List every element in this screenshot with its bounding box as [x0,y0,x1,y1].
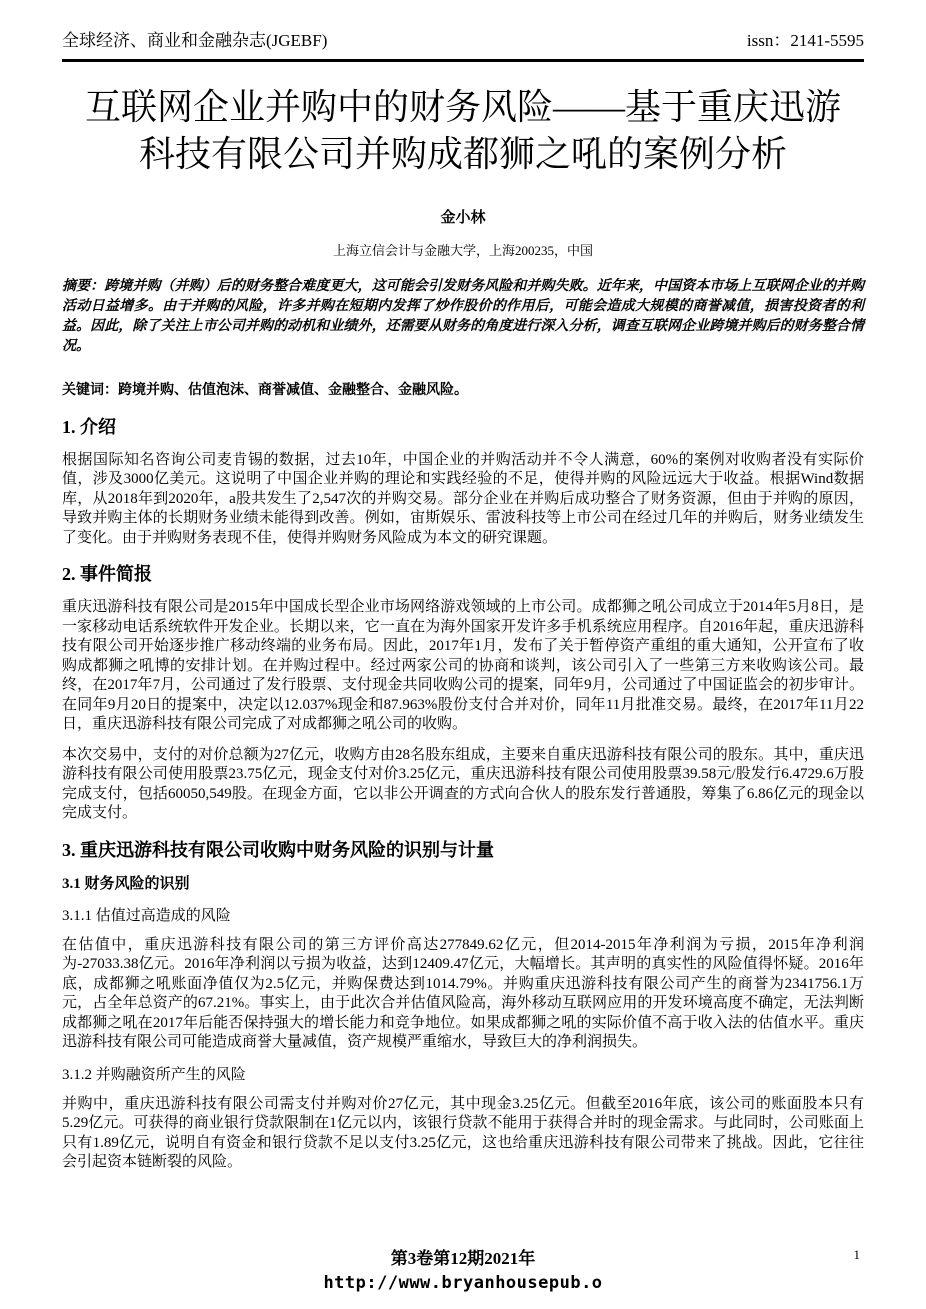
abstract-label: 摘要： [62,278,105,294]
section-3-1-1-heading: 3.1.1 估值过高造成的风险 [62,907,231,924]
abstract-paragraph [62,277,864,357]
section-3-1-heading: 3.1 财务风险的识别 [62,875,190,892]
abstract-text: 跨境并购（并购）后的财务整合难度更大，这可能会引发财务风险和并购失败。近年来，中国资本市场上互联网企业的并购活动日益增多。由于并购的风险，许多并购在短期内发挥了炒作股价的作用后，可能会造成大规模的商誉减值，损害投资者的利益。因此，除了关注上市公司并购的动机和业绩外，还需要从财务的角度进行深入分析，调查互联网企业跨境并购后的财务整合情况。 [62,278,865,354]
author-name: 金小林 [440,209,486,226]
keywords-line [62,381,864,401]
keywords-text: 跨境并购、估值泡沫、商誉减值、金融整合、金融风险。 [118,382,468,398]
keywords-label: 关键词： [62,382,118,398]
publisher-url: http://www.bryanhousepub.o [323,1273,603,1293]
section-3-heading: 3. 重庆迅游科技有限公司收购中财务风险的识别与计量 [62,839,494,860]
section-3-1-2-heading: 3.1.2 并购融资所产生的风险 [62,1066,246,1083]
section-3-1-1-paragraph: 在估值中，重庆迅游科技有限公司的第三方评价高达277849.62亿元，但2014-2015年净利润为亏损，2015年净利润为-27033.38亿元。2016年净利润以亏损为收益，达到12409.47亿元，大幅增长。其声明的真实性的风险值得怀疑。2016年底，成都狮之吼账面净值仅为2.5亿元，并购保费达到1014.79%。并购重庆迅游科技有限公司产生的商誉为2341756.1万元，占全年总资产的67.21%。事实上，由于此次合并估值风险高，海外移动互联网应用的开发环境高度不确定，无法判断成都狮之吼在2017年后能否保持强大的增长能力和竞争地位。如果成都狮之吼的实际价值不高于收入法的估值水平。重庆迅游科技有限公司可能造成商誉大量减值，资产规模严重缩水，导致巨大的净利润损失。 [62,936,864,1051]
volume-issue-line: 第3卷第12期2021年 [390,1249,536,1268]
section-2-paragraph-1: 重庆迅游科技有限公司是2015年中国成长型企业市场网络游戏领域的上市公司。成都狮之吼公司成立于2014年5月8日，是一家移动电话系统软件开发企业。长期以来，它一直在为海外国家开发许多手机系统应用程序。自2016年起，重庆迅游科技有限公司开始逐步推广移动终端的业务布局。因此，2017年1月，发布了关于暂停资产重组的重大通知，公开宣布了收购成都狮之吼博的安排计划。在并购过程中。经过两家公司的协商和谈判，该公司引入了一些第三方来收购该公司。最终，在2017年7月，公司通过了发行股票、支付现金共同收购公司的提案，同年9月，公司通过了中国证监会的初步审计。在同年9月20日的提案中，决定以12.037%现金和87.963%股份支付合并对价，同年11月批准交易。最终，在2017年11月22日，重庆迅游科技有限公司完成了对成都狮之吼公司的收购。 [62,599,864,733]
section-1-paragraph-1: 根据国际知名咨询公司麦肯锡的数据，过去10年，中国企业的并购活动并不令人满意，60%的案例对收购者没有实际价值，涉及3000亿美元。这说明了中国企业并购的理论和实践经验的不足，使得并购的风险远远大于收益。根据Wind数据库，从2018年到2020年，a股共发生了2,547次的并购交易。部分企业在并购后成功整合了财务资源，但由于并购的原因，导致并购主体的长期财务业绩未能得到改善。例如，宙斯娱乐、雷波科技等上市公司在经过几年的并购后，财务业绩发生了变化。由于并购财务表现不佳，使得并购财务风险成为本文的研究课题。 [62,451,864,546]
running-head [62,30,864,52]
paper-title-line-2: 科技有限公司并购成都狮之吼的案例分析 [138,133,787,174]
page-number: 1 [853,1247,860,1262]
section-2-paragraph-2: 本次交易中，支付的对价总额为27亿元，收购方由28名股东组成，主要来自重庆迅游科技有限公司的股东。其中，重庆迅游科技有限公司使用股票23.75亿元，现金支付对价3.25亿元，重庆迅游科技有限公司使用股票39.58元/股发行6.4729.6万股完成支付，包括60050,549股。在现金方面，它以非公开调查的方式向合伙人的股东发行普通股，筹集了6.86亿元的现金以完成支付。 [62,746,864,822]
paper-title-line-1: 互联网企业并购中的财务风险——基于重庆迅游 [84,87,841,127]
page-footer [0,1247,926,1295]
section-3-1-2-paragraph: 并购中，重庆迅游科技有限公司需支付并购对价27亿元，其中现金3.25亿元。但截至2016年底，该公司的账面股本只有5.29亿元。可获得的商业银行贷款限制在1亿元以内，该银行贷款不能用于获得合并时的现金需求。与此同时，公司账面上只有1.89亿元，说明自有资金和银行贷款不足以支付3.25亿元，这也给重庆迅游科技有限公司带来了挑战。因此，它往往会引起资本链断裂的风险。 [62,1095,864,1171]
author-affiliation: 上海立信会计与金融大学，上海200235，中国 [332,242,593,258]
header-rule [62,59,864,62]
section-1-heading: 1. 介绍 [62,416,116,437]
journal-name: 全球经济、商业和金融杂志(JGEBF) [62,31,328,50]
paper-title [62,84,864,178]
issn-label: issn：2141-5595 [746,31,864,50]
section-2-heading: 2. 事件简报 [62,564,152,585]
